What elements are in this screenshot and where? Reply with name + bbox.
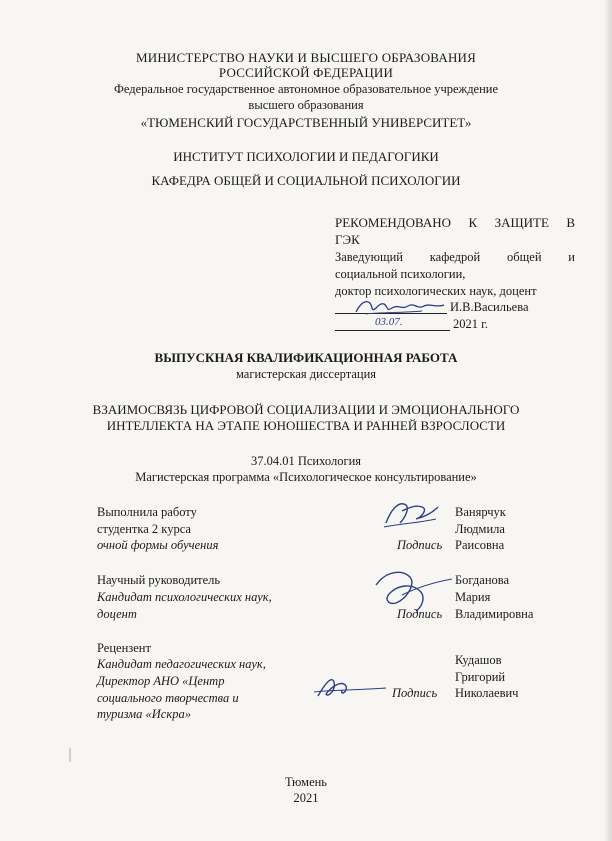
- reviewer-label5: туризма «Искра»: [97, 707, 191, 721]
- ministry-line1: МИНИСТЕРСТВО НАУКИ И ВЫСШЕГО ОБРАЗОВАНИЯ: [135, 50, 476, 65]
- university-name: «ТЮМЕНСКИЙ ГОСУДАРСТВЕННЫЙ УНИВЕРСИТЕТ»: [140, 115, 472, 130]
- specialty-code: 37.04.01 Психология: [250, 454, 362, 468]
- reviewer-name1: Кудашов: [455, 653, 502, 667]
- reviewer-label2: Кандидат педагогических наук,: [97, 657, 266, 671]
- approval-date-line: [335, 330, 450, 331]
- reviewer-name3: Николаевич: [455, 686, 519, 700]
- author-name1: Ванярчук: [455, 505, 506, 519]
- reviewer-name2: Григорий: [455, 670, 506, 684]
- approval-line2: ГЭК: [335, 232, 360, 247]
- author-label3: очной формы обучения: [97, 538, 219, 552]
- department-name: КАФЕДРА ОБЩЕЙ И СОЦИАЛЬНОЙ ПСИХОЛОГИИ: [151, 173, 461, 188]
- author-label1: Выполнила работу: [97, 505, 197, 519]
- approval-signer: И.В.Васильева: [450, 300, 529, 314]
- institute-name: ИНСТИТУТ ПСИХОЛОГИИ И ПЕДАГОГИКИ: [173, 149, 439, 164]
- approval-signature-icon: [352, 296, 447, 318]
- approval-line4: социальной психологии,: [335, 267, 466, 281]
- author-signature-label: Подпись: [397, 538, 443, 552]
- ministry-line2: РОССИЙСКОЙ ФЕДЕРАЦИИ: [218, 65, 394, 80]
- scan-mark: [69, 748, 71, 762]
- footer-city: Тюмень: [284, 775, 328, 789]
- supervisor-label3: доцент: [97, 607, 137, 621]
- approval-date-handwritten: 03.07.: [375, 316, 403, 328]
- work-subtype: магистерская диссертация: [235, 367, 377, 381]
- work-type: ВЫПУСКНАЯ КВАЛИФИКАЦИОННАЯ РАБОТА: [154, 350, 458, 365]
- work-title-line1: ВЗАИМОСВЯЗЬ ЦИФРОВОЙ СОЦИАЛИЗАЦИИ И ЭМОЦИОНАЛЬНОГО: [92, 402, 520, 417]
- approval-line5: доктор психологических наук, доцент: [335, 284, 537, 298]
- approval-year: 2021 г.: [453, 317, 488, 331]
- institution-line2: высшего образования: [248, 98, 364, 112]
- reviewer-signature-icon: [312, 672, 388, 702]
- program-name: Магистерская программа «Психологическое консультирование»: [135, 470, 477, 484]
- author-signature-icon: [382, 497, 442, 533]
- institution-line1: Федеральное государственное автономное образовательное учреждение: [113, 82, 499, 96]
- footer-year: 2021: [293, 791, 319, 805]
- approval-line1: РЕКОМЕНДОВАНО К ЗАЩИТЕ В: [335, 215, 575, 230]
- author-label2: студентка 2 курса: [97, 522, 191, 536]
- supervisor-name1: Богданова: [455, 573, 510, 587]
- supervisor-signature-label: Подпись: [397, 607, 443, 621]
- reviewer-label4: социального творчества и: [97, 691, 239, 705]
- supervisor-name2: Мария: [455, 590, 491, 604]
- supervisor-label1: Научный руководитель: [97, 573, 221, 587]
- supervisor-label2: Кандидат психологических наук,: [97, 590, 272, 604]
- reviewer-label1: Рецензент: [97, 641, 151, 655]
- approval-line3: Заведующий кафедрой общей и: [335, 250, 575, 264]
- author-name3: Раисовна: [455, 538, 505, 552]
- scan-edge-shadow: [604, 0, 612, 841]
- reviewer-signature-label: Подпись: [392, 686, 438, 700]
- supervisor-name3: Владимировна: [455, 607, 534, 621]
- reviewer-label3: Директор АНО «Центр: [97, 674, 225, 688]
- author-name2: Людмила: [455, 522, 505, 536]
- work-title-line2: ИНТЕЛЛЕКТА НА ЭТАПЕ ЮНОШЕСТВА И РАННЕЙ ВЗРОСЛОСТИ: [106, 418, 506, 433]
